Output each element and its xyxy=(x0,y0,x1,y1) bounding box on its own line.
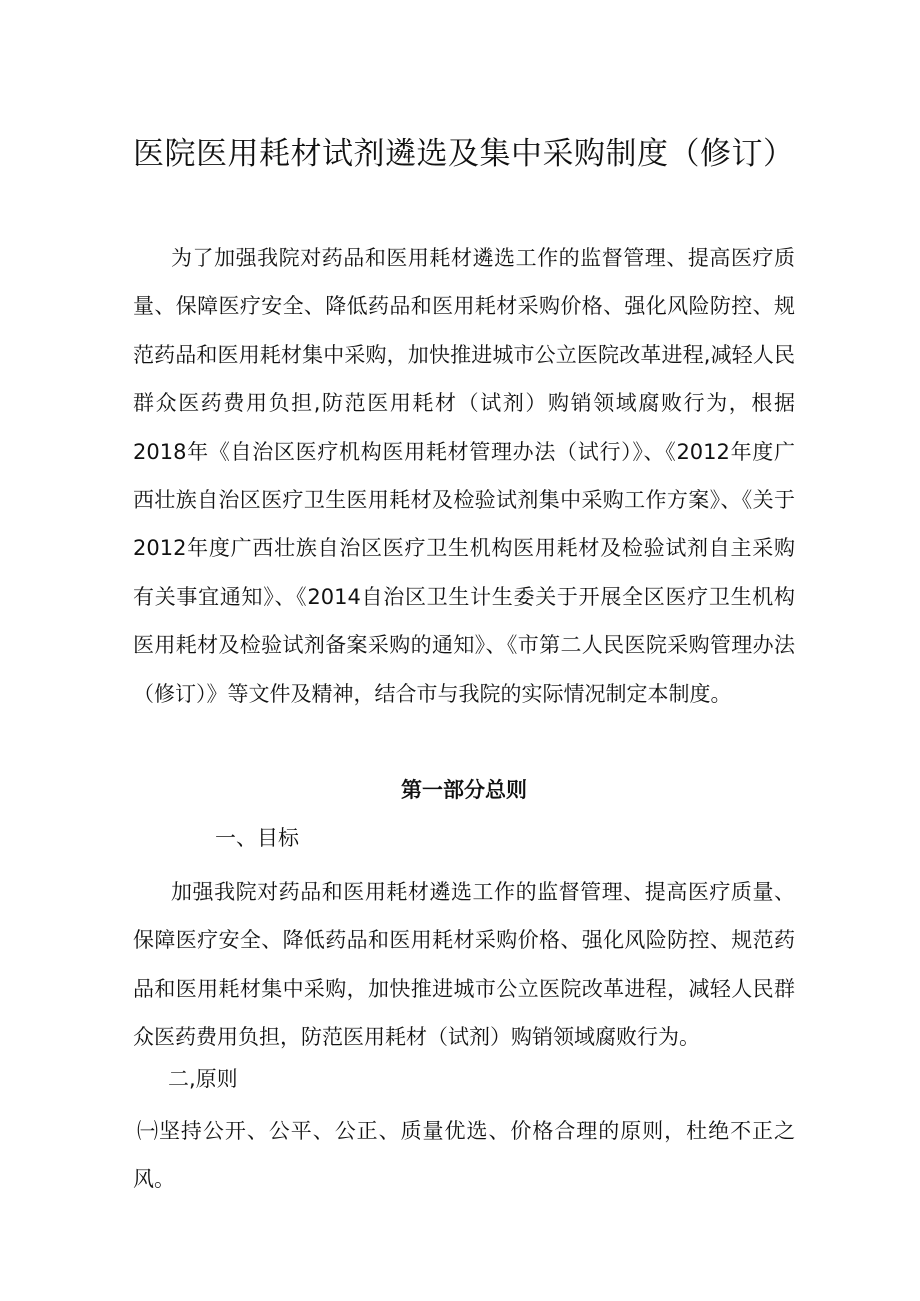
intro-paragraph: 为了加强我院对药品和医用耗材遴选工作的监督管理、提高医疗质量、保障医疗安全、降低药品和医用耗材采购价格、强化风险防控、规范药品和医用耗材集中采购，加快推进城市公立医院改革进程,减轻人民群众医药费用负担,防范医用耗材（试剂）购销领域腐败行为，根据2018年《自治区医疗机构医用耗材管理办法（试行）》、《2012年度广西壮族自治区医疗卫生医用耗材及检验试剂集中采购工作方案》、《关于2012年度广西壮族自治区医疗卫生机构医用耗材及检验试剂自主采购有关事宜通知》、《2014自治区卫生计生委关于开展全区医疗卫生机构医用耗材及检验试剂备案采购的通知》、《市第二人民医院采购管理办法（修订）》等文件及精神，结合市与我院的实际情况制定本制度。 xyxy=(133,246,795,706)
principle-item-1: ㈠坚持公开、公平、公正、质量优选、价格合理的原则，杜绝不正之风。 xyxy=(133,1119,795,1192)
document-title: 医院医用耗材试剂遴选及集中采购制度（修订） xyxy=(133,136,795,172)
section-heading-principle: 二,原则 xyxy=(168,1067,238,1091)
goal-paragraph: 加强我院对药品和医用耗材遴选工作的监督管理、提高医疗质量、保障医疗安全、降低药品和医用耗材采购价格、强化风险防控、规范药品和医用耗材集中采购，加快推进城市公立医院改革进程，减轻人民群众医药费用负担，防范医用耗材（试剂）购销领域腐败行为。 xyxy=(133,880,795,1050)
section-heading-goal: 一、目标 xyxy=(215,826,299,850)
part-heading: 第一部分总则 xyxy=(401,778,527,802)
